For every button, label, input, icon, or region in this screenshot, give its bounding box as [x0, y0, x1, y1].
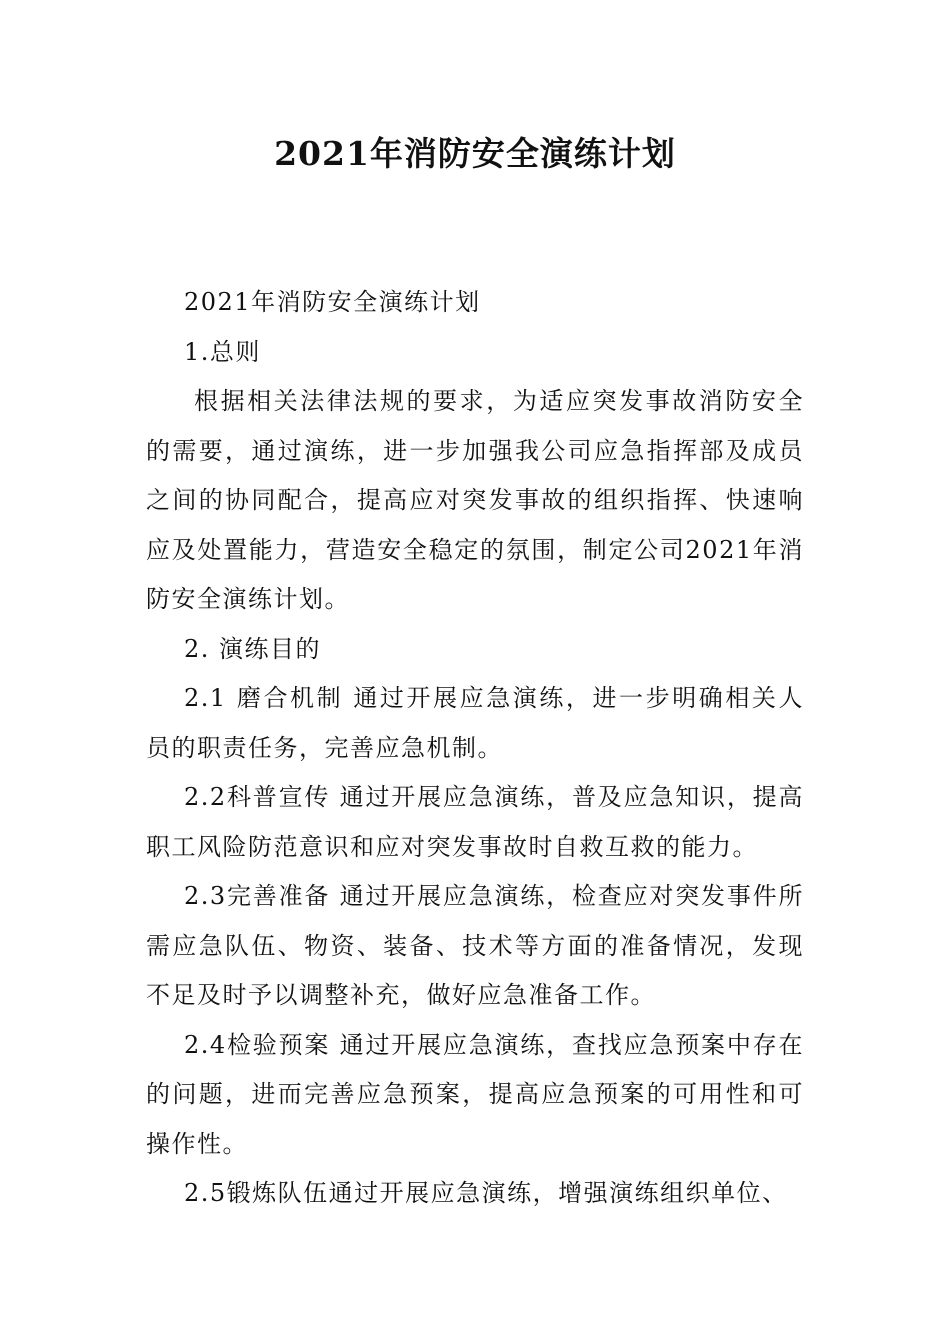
paragraph-2-4: 2.4检验预案 通过开展应急演练，查找应急预案中存在的问题，进而完善应急预案，提高应急预案的可用性和可操作性。: [146, 1030, 804, 1158]
paragraph-2-3: 2.3完善准备 通过开展应急演练，检查应对突发事件所需应急队伍、物资、装备、技术等方面的准备情况，发现不足及时予以调整补充，做好应急准备工作。: [146, 882, 804, 1009]
document-body: [146, 278, 804, 1219]
subtitle-paragraph: 2021年消防安全演练计划: [184, 288, 481, 316]
paragraph-general: 根据相关法律法规的要求，为适应突发事故消防安全的需要，通过演练，进一步加强我公司应急指挥部及成员之间的协同配合，提高应对突发事故的组织指挥、快速响应及处置能力，营造安全稳定的氛围，制定公司2021年消防安全演练计划。: [146, 387, 804, 613]
document-title: 2021年消防安全演练计划: [274, 134, 676, 173]
paragraph-2-1: 2.1 磨合机制 通过开展应急演练，进一步明确相关人员的职责任务，完善应急机制。: [146, 684, 804, 762]
section-heading-general: 1.总则: [184, 337, 261, 366]
paragraph-2-5: 2.5锻炼队伍通过开展应急演练，增强演练组织单位、: [184, 1179, 788, 1207]
section-heading-purpose: 2. 演练目的: [184, 634, 322, 663]
paragraph-2-2: 2.2科普宣传 通过开展应急演练，普及应急知识，提高职工风险防范意识和应对突发事故时自救互救的能力。: [146, 783, 804, 861]
